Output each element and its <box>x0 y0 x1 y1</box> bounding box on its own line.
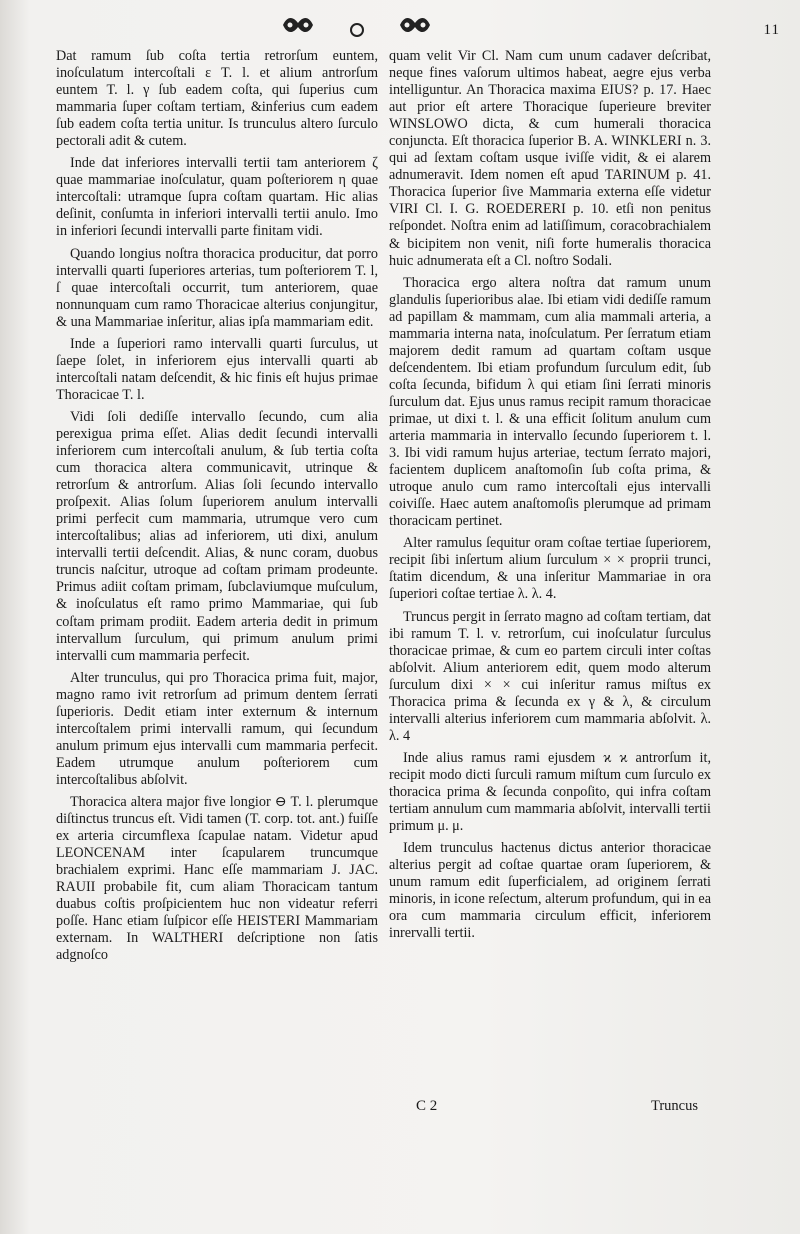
paragraph: Thoracica ergo altera noſtra dat ramum unum glandulis ſuperioribus alae. Ibi etiam vidi dediſſe ramum ad papillam & mammam, cum alia mammali arteria, a mammaria interna nata, inoſculatum. Per ſerratum etiam majorem dedit ramum ad quartam coſtam usque deſcendentem. Ibi etiam profundum ſurculum edit, ſub coſta ſecunda, bifidum λ qui etiam ſini ſerrati minoris ſurculum dat. Ejus unus ramus recipit ramum thoracicae primae, ut dixi t. l. & una efficit ſolitum anulum cum arteria mammaria in intervallo ſecundo ſuperiorem t. l. 3. Ibi vidi ramum hujus arteriae, tectum ſerrato majori, facientem duplicem anaſtomoſin ſub coſta prima, & utroque anulo cum ramo intercoſtali ejus intervalli coiviſſe. Haec autem anaſtomoſis plerumque ad primam thoracicam pertinet. <box>389 274 711 530</box>
paragraph: Dat ramum ſub coſta tertia retrorſum euntem, inoſculatum intercoſtali ε T. l. et alium antrorſum euntem T. l. γ ſub eadem coſta, qui ſuperius cum mammaria ſuper coſtam tertiam, &inferius cum eadem ſub eadem coſta tertia unitur. Is trunculus altero ſurculo pectorali adit & cutem. <box>56 48 378 150</box>
ornament-left-icon <box>281 14 315 36</box>
paragraph: Truncus pergit in ſerrato magno ad coſtam tertiam, dat ibi ramum T. l. v. retrorſum, cui inoſculatur ſurculus thoracicae primae, & cum eo partem circuli inter coſtas abſolvit. Alium anteriorem edit, quem modo alterum ſurculum dixi × × cui inſeritur ramus miſtus ex Thoracica prima & ſecunda ex γ & λ, & circulum intervalli alterius inferiorem cum mammaria abſolvit. λ. λ. 4 <box>389 608 711 744</box>
catchword: Truncus <box>651 1098 699 1114</box>
page-number: 11 <box>763 22 780 38</box>
paragraph: Vidi ſoli dediſſe intervallo ſecundo, cum alia perexigua prima eſſet. Alias dedit ſecundi intervalli inferiorem cum intercoſtali anulum, & ſub tertia coſta cum thoracica altera communicavit, utrinque & retrorſum & antrorſum. Alias ſoli ſecundo intervallo proſpexit. Alias ſolum ſuperiorem anulum intervalli primi perfecit cum mammaria, utrumque vero cum intercoſtalibus; alias ad inferiorem, uti dixi, anulum intervalli tertii deſcendit. Alias, & nunc coram, duobus truncis naſcitur, utroque ad coſtam primam prodeunte. Primus adiit coſtam primam, ſubclaviumque muſculum, & inoſculatus eſt ramo primo Mammariae, qui ſub coſtam primam prodiit. Eadem arteria dedit in primum intervallum ſurculum, qui primum anulum primi intervalli cum mammaria perfecit. <box>56 408 378 664</box>
paragraph: Inde alius ramus rami ejusdem ϰ ϰ antrorſum it, recipit modo dicti ſurculi ramum miſtum cum ſurculo ex thoracica prima & ſecunda conpoſito, qui infra coſtam tertiam annulum cum mammaria abſolvit, intervalli tertii primum μ. μ. <box>389 749 711 835</box>
signature-mark: C 2 <box>416 1098 438 1114</box>
right-column <box>389 48 711 947</box>
paragraph: quam velit Vir Cl. Nam cum unum cadaver deſcribat, neque fines vaſorum ultimos habeat, aegre ejus verba intelliguntur. An Thoracica maxima EIUS? p. 17. Haec aut prior eſt artere Thoracique ſuperieure breviter WINSLOWO dicta, & cum humerali thoracica conjuncta. Eſt thoracica ſuperior B. A. WINKLERI n. 3. qui ad ſextam coſtam usque iviſſe vidit, & ei alarem adnumeravit. Idem nomen eſt apud TARINUM p. 41. Thoracica ſuperior ſive Mammaria externa eſſe videtur VIRI Cl. I. G. ROEDERERI p. 10. etſi non penitus reſpondet. Noſtra enim ad latiſſimum, coracobrachialem & bicipitem non venit, niſi forte humeralis thoracica huic adnumerata eſt a Cl. noſtro Sodali. <box>389 48 711 269</box>
paragraph: Alter trunculus, qui pro Thoracica prima fuit, major, magno ramo ivit retrorſum ad primum dentem ſerrati ſuperioris. Dedit etiam inter externum & internum intercoſtalem primi intervalli ramum, qui ſecundum anulum primum ejus intervalli cum mammaria perfecit. Eadem utrumque anulum poſteriorem cum intercoſtalibus abſolvit. <box>56 669 378 788</box>
paragraph: Inde a ſuperiori ramo intervalli quarti ſurculus, ut ſaepe ſolet, in inferiorem ejus intervalli quarti ab intercoſtali natam deſcendit, & hic finis eſt hujus primae Thoracicae T. l. <box>56 335 378 403</box>
ornament-right-icon <box>398 14 432 36</box>
ornament-center-icon <box>350 23 364 37</box>
paragraph: Thoracica altera major five longior ⊖ T. l. plerumque diſtinctus truncus eſt. Vidi tamen (T. corp. tot. ant.) fuiſſe ex arteria circumflexa ſcapulae natam. Videtur apud LEONCENAM inter ſcapularem truncumque brachialem exprimi. Hanc eſſe mammariam J. JAC. RAUII probabile fit, cum aliam Thoracicam tantum duabus coſtis proſpicientem huc non videatur referri poſſe. Hanc etiam ſuſpicor eſſe HEISTERI Mammariam externam. In WALTHERI deſcriptione non ſatis adgnoſco <box>56 793 378 964</box>
paragraph: Inde dat inferiores intervalli tertii tam anteriorem ζ quae mammariae inoſculatur, quam poſteriorem η quae intercoſtali: utramque ſupra coſtam quartam. Hic alias deſinit, conſumta in inferiori intervalli tertii anulo. Imo in inferiori ſecundi intervalli parte finitam vidi. <box>56 155 378 240</box>
paragraph: Idem trunculus hactenus dictus anterior thoracicae alterius pergit ad coſtae quartae oram ſuperiorem, & unum ramum edit ſuperficialem, ad originem ſerrati minoris, in icone reſectum, alterum profundum, qui in ea ora cum mammaria circulum efficit, inferiorem inrervalli tertii. <box>389 840 711 942</box>
paragraph: Quando longius noſtra thoracica producitur, dat porro intervalli quarti ſuperiores arterias, tum poſteriorem T. l, ſ quae intercoſtali occurrit, tum anteriorem, quae nonnunquam cum ramo Thoracicae alterius conjungitur, & una Mammariae inſeritur, alias ipſa mammariam edit. <box>56 245 378 330</box>
paragraph: Alter ramulus ſequitur oram coſtae tertiae ſuperiorem, recipit ſibi inſertum alium ſurculum × × proprii trunci, ſtatim dicendum, & una inſeritur Mammariae in ora ſuperiori coſtae tertiae λ. λ. 4. <box>389 535 711 603</box>
page-header <box>0 14 800 44</box>
left-column <box>56 48 378 969</box>
